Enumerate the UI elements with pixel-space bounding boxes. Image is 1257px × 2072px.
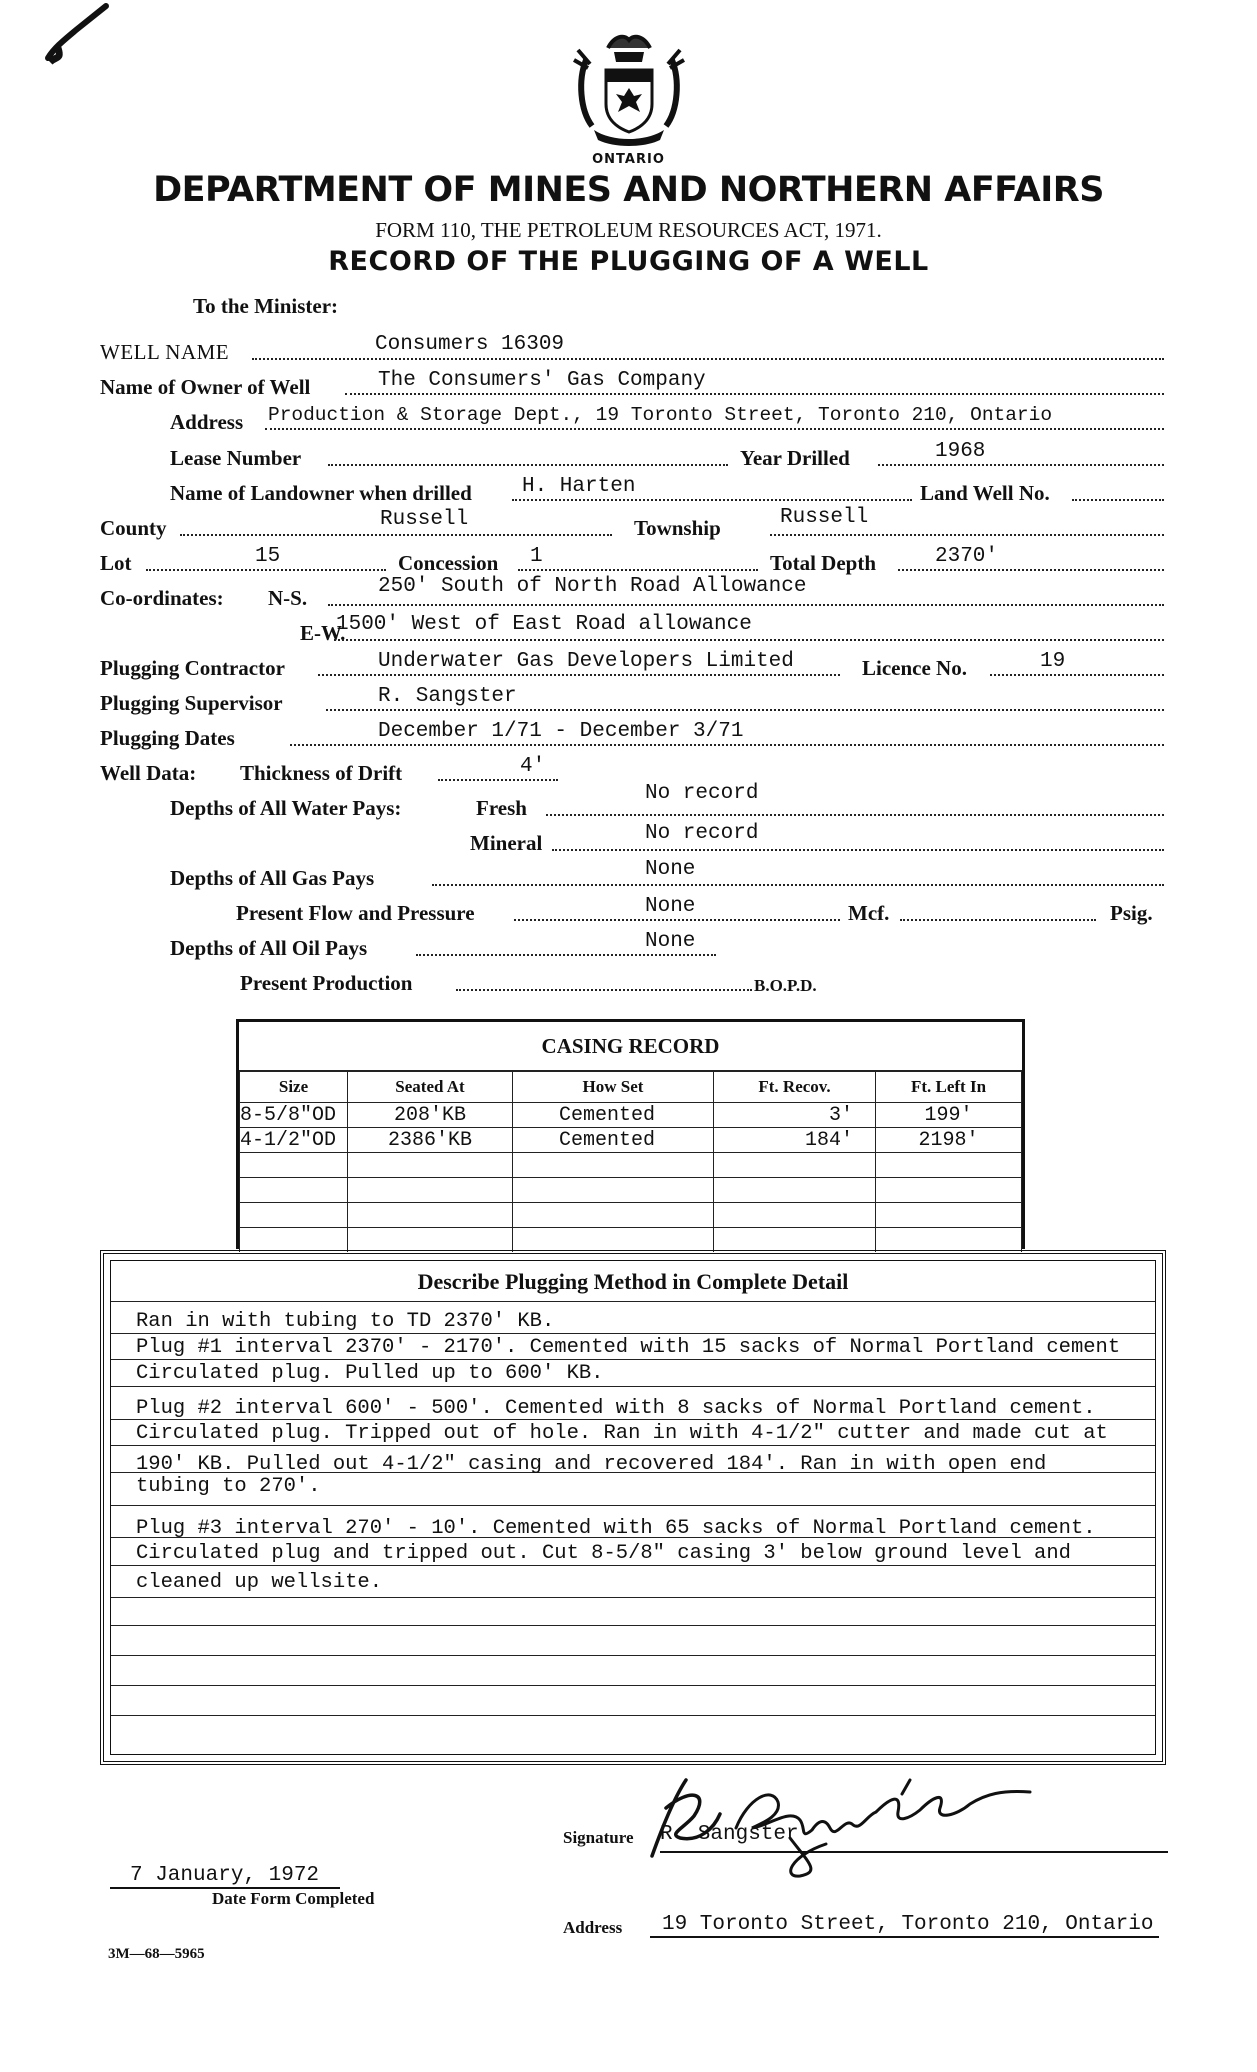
lease-number-label: Lease Number bbox=[170, 446, 302, 470]
year-drilled-leader bbox=[878, 464, 1164, 466]
plugging-line: Plug #3 interval 270' - 10'. Cemented with 65 sacks of Normal Portland cement. bbox=[136, 1517, 1096, 1540]
ew-label: E-W. bbox=[300, 621, 346, 645]
mineral-value: No record bbox=[645, 822, 759, 845]
landowner-value: H. Harten bbox=[522, 475, 636, 498]
mineral-leader bbox=[552, 849, 1164, 851]
form-subtitle: FORM 110, THE PETROLEUM RESOURCES ACT, 1971. bbox=[375, 218, 882, 242]
ew-value: 1500' West of East Road allowance bbox=[336, 613, 752, 636]
table-row bbox=[240, 1203, 1022, 1228]
ruled-line bbox=[111, 1597, 1155, 1598]
plugging-method-title: Describe Plugging Method in Complete Detail bbox=[417, 1269, 849, 1294]
land-well-no-label: Land Well No. bbox=[920, 481, 1050, 505]
owner-value: The Consumers' Gas Company bbox=[378, 369, 706, 392]
date-completed-label: Date Form Completed bbox=[212, 1889, 375, 1908]
plugging-line: 190' KB. Pulled out 4-1/2" casing and recovered 184'. Ran in with open end bbox=[136, 1453, 1047, 1476]
drift-value: 4' bbox=[520, 755, 546, 778]
casing-col-seated: Seated At bbox=[348, 1072, 513, 1103]
supervisor-value: R. Sangster bbox=[378, 685, 517, 708]
coordinates-label: Co-ordinates: bbox=[100, 586, 224, 610]
ruled-line bbox=[111, 1445, 1155, 1446]
casing-header-row bbox=[240, 1072, 1022, 1103]
salutation: To the Minister: bbox=[193, 294, 339, 318]
casing-grid bbox=[239, 1071, 1022, 1252]
licence-leader bbox=[990, 674, 1164, 676]
ruled-line bbox=[111, 1655, 1155, 1656]
casing-col-howset: How Set bbox=[513, 1072, 714, 1103]
address-label: Address bbox=[170, 410, 244, 434]
ruled-line bbox=[111, 1301, 1155, 1302]
plugging-dates-label: Plugging Dates bbox=[100, 726, 235, 750]
ontario-coat-of-arms-icon bbox=[568, 30, 690, 150]
ruled-line bbox=[111, 1685, 1155, 1686]
flow-value: None bbox=[645, 895, 696, 918]
ns-value: 250' South of North Road Allowance bbox=[378, 575, 807, 598]
contractor-value: Underwater Gas Developers Limited bbox=[378, 650, 794, 673]
licence-value: 19 bbox=[1040, 650, 1066, 673]
plugging-method-frame bbox=[110, 1260, 1156, 1755]
address-leader bbox=[265, 428, 1164, 430]
production-leader bbox=[456, 989, 752, 991]
casing-cell-size: 8-5/8"OD bbox=[240, 1103, 348, 1128]
ruled-line bbox=[111, 1565, 1155, 1566]
casing-cell-seated: 208'KB bbox=[348, 1103, 513, 1128]
gas-pays-label: Depths of All Gas Pays bbox=[170, 866, 375, 890]
drift-label: Thickness of Drift bbox=[240, 761, 403, 785]
lot-label: Lot bbox=[100, 551, 132, 575]
ruled-line bbox=[111, 1333, 1155, 1334]
casing-record-table bbox=[236, 1019, 1025, 1249]
casing-cell-seated: 2386'KB bbox=[348, 1128, 513, 1153]
plugging-line: Plug #2 interval 600' - 500'. Cemented with 8 sacks of Normal Portland cement. bbox=[136, 1397, 1096, 1420]
concession-value: 1 bbox=[530, 545, 543, 568]
county-label: County bbox=[100, 516, 167, 540]
ruled-line bbox=[111, 1386, 1155, 1387]
well-data-label: Well Data: bbox=[100, 761, 197, 785]
plugging-dates-value: December 1/71 - December 3/71 bbox=[378, 720, 744, 743]
record-title: RECORD OF THE PLUGGING OF A WELL bbox=[328, 246, 929, 277]
casing-cell-size: 4-1/2"OD bbox=[240, 1128, 348, 1153]
department-title: DEPARTMENT OF MINES AND NORTHERN AFFAIRS bbox=[153, 170, 1104, 210]
licence-label: Licence No. bbox=[862, 656, 967, 680]
production-label: Present Production bbox=[240, 971, 413, 995]
township-leader bbox=[770, 534, 1164, 536]
fresh-value: No record bbox=[645, 782, 759, 805]
plugging-line: Ran in with tubing to TD 2370' KB. bbox=[136, 1310, 555, 1333]
landowner-label: Name of Landowner when drilled bbox=[170, 481, 472, 505]
casing-cell-howset: Cemented bbox=[513, 1103, 714, 1128]
flow-label: Present Flow and Pressure bbox=[236, 901, 475, 925]
plugging-method-box bbox=[100, 1250, 1166, 1765]
gas-pays-leader bbox=[432, 884, 1164, 886]
ruled-line bbox=[111, 1625, 1155, 1626]
address-value: Production & Storage Dept., 19 Toronto Street, Toronto 210, Ontario bbox=[268, 404, 1053, 426]
total-depth-leader bbox=[898, 569, 1164, 571]
date-completed-value: 7 January, 1972 bbox=[110, 1864, 340, 1889]
table-row bbox=[240, 1128, 1022, 1153]
table-row bbox=[240, 1228, 1022, 1253]
casing-cell-recov: 184' bbox=[714, 1128, 876, 1153]
casing-col-leftin: Ft. Left In bbox=[876, 1072, 1022, 1103]
plugging-line: Circulated plug and tripped out. Cut 8-5/8" casing 3' below ground level and bbox=[136, 1542, 1071, 1565]
flow-leader bbox=[514, 919, 840, 921]
address-footer-label: Address bbox=[563, 1918, 623, 1937]
bopd-label: B.O.P.D. bbox=[754, 976, 817, 995]
casing-cell-howset: Cemented bbox=[513, 1128, 714, 1153]
signature-line bbox=[660, 1851, 1168, 1853]
signature-label: Signature bbox=[563, 1828, 634, 1847]
ew-leader bbox=[334, 639, 1164, 641]
fresh-label: Fresh bbox=[476, 796, 527, 820]
well-name-value: Consumers 16309 bbox=[375, 333, 565, 356]
ruled-line bbox=[111, 1505, 1155, 1506]
county-value: Russell bbox=[380, 508, 469, 531]
ruled-line bbox=[111, 1359, 1155, 1360]
supervisor-label: Plugging Supervisor bbox=[100, 691, 283, 715]
year-drilled-value: 1968 bbox=[935, 440, 986, 463]
well-name-leader bbox=[252, 358, 1164, 360]
plugging-line: cleaned up wellsite. bbox=[136, 1571, 383, 1594]
form-code: 3M—68—5965 bbox=[108, 1946, 205, 1962]
drift-leader bbox=[438, 779, 558, 781]
oil-pays-label: Depths of All Oil Pays bbox=[170, 936, 368, 960]
plugging-line: tubing to 270'. bbox=[136, 1475, 321, 1498]
mcf-label: Mcf. bbox=[848, 901, 890, 925]
casing-record-title: CASING RECORD bbox=[239, 1022, 1022, 1071]
gas-pays-value: None bbox=[645, 858, 696, 881]
oil-pays-value: None bbox=[645, 930, 696, 953]
casing-cell-recov: 3' bbox=[714, 1103, 876, 1128]
oil-pays-leader bbox=[416, 954, 716, 956]
well-name-label: WELL NAME bbox=[100, 340, 230, 364]
contractor-leader bbox=[318, 674, 840, 676]
table-row bbox=[240, 1153, 1022, 1178]
year-drilled-label: Year Drilled bbox=[740, 446, 850, 470]
land-well-no-leader bbox=[1072, 499, 1164, 501]
pressure-leader bbox=[900, 919, 1096, 921]
casing-col-recov: Ft. Recov. bbox=[714, 1072, 876, 1103]
ns-leader bbox=[328, 604, 1164, 606]
casing-col-size: Size bbox=[240, 1072, 348, 1103]
contractor-label: Plugging Contractor bbox=[100, 656, 285, 680]
supervisor-leader bbox=[326, 709, 1164, 711]
township-label: Township bbox=[634, 516, 721, 540]
concession-label: Concession bbox=[398, 551, 499, 575]
signature-name: R. Sangster bbox=[660, 1823, 799, 1846]
township-value: Russell bbox=[780, 506, 869, 529]
total-depth-value: 2370' bbox=[935, 545, 999, 568]
casing-cell-leftin: 2198' bbox=[876, 1128, 1022, 1153]
lot-value: 15 bbox=[255, 545, 281, 568]
fresh-leader bbox=[546, 814, 1164, 816]
lease-number-leader bbox=[328, 464, 728, 466]
ruled-line bbox=[111, 1715, 1155, 1716]
corner-ink-mark bbox=[40, 0, 120, 70]
mineral-label: Mineral bbox=[470, 831, 543, 855]
province-label: ONTARIO bbox=[592, 152, 665, 167]
psig-label: Psig. bbox=[1110, 901, 1153, 925]
plugging-line: Circulated plug. Tripped out of hole. Ran in with 4-1/2" cutter and made cut at bbox=[136, 1422, 1108, 1445]
plugging-line: Plug #1 interval 2370' - 2170'. Cemented with 15 sacks of Normal Portland cement bbox=[136, 1336, 1121, 1359]
concession-leader bbox=[518, 569, 758, 571]
owner-leader bbox=[345, 393, 1164, 395]
lot-leader bbox=[146, 569, 386, 571]
total-depth-label: Total Depth bbox=[770, 551, 876, 575]
plugging-line: Circulated plug. Pulled up to 600' KB. bbox=[136, 1362, 604, 1385]
table-row bbox=[240, 1178, 1022, 1203]
county-leader bbox=[180, 534, 612, 536]
plugging-dates-leader bbox=[290, 744, 1164, 746]
ns-label: N-S. bbox=[268, 586, 308, 610]
water-pays-label: Depths of All Water Pays: bbox=[170, 796, 402, 820]
table-row bbox=[240, 1103, 1022, 1128]
owner-label: Name of Owner of Well bbox=[100, 375, 311, 399]
casing-cell-leftin: 199' bbox=[876, 1103, 1022, 1128]
landowner-leader bbox=[512, 499, 912, 501]
address-footer-value: 19 Toronto Street, Toronto 210, Ontario bbox=[650, 1913, 1159, 1938]
